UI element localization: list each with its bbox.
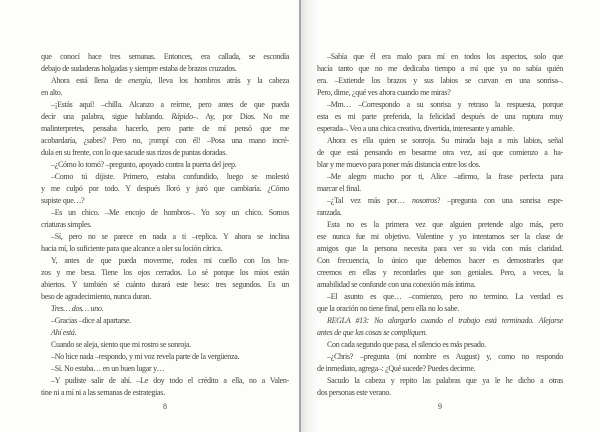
text-line: supiste que…? bbox=[41, 196, 85, 205]
text-line: que la oración no tiene final, pero ella no lo sabe. bbox=[317, 304, 460, 313]
italic-text: Rápido bbox=[171, 112, 193, 121]
italic-text: Tres… dos… uno. bbox=[51, 304, 104, 313]
text-line: –Gracias –dice al apartarse. bbox=[51, 316, 131, 325]
text-line: –Sabía que él era malo para mí en todos los aspectos, solo que bbox=[327, 52, 563, 61]
text-line: –El asunto es que… –comienzo, pero no termino. La verdad es bbox=[327, 292, 563, 301]
text-line: blar y me muevo para poner más distancia entre los dos. bbox=[317, 160, 481, 169]
text-line: ranzada. bbox=[317, 208, 342, 217]
text-line: amigos que la persona necesita para ver su vida con más claridad. bbox=[317, 244, 563, 253]
text-line: hacía tanto que no me dedicaba tiempo a mí que ya no sabía quién bbox=[317, 64, 563, 73]
italic-text: REGLA #13: No alargarlo cuando el trabajo está terminado. Alejarse bbox=[327, 316, 563, 325]
text-line: zos y me besa. Tiene los ojos cerrados. Lo sé porque los míos están bbox=[41, 268, 289, 277]
text-line: era. –Extiende los brazos y sus labios se curvan en una sonrisa–. bbox=[317, 76, 563, 85]
text-line bbox=[317, 315, 563, 327]
page-right-text-block bbox=[317, 51, 563, 399]
text-line: abiertos. Y también sé cuánto durará este beso: tres segundos. Es un bbox=[41, 280, 289, 289]
text-line: –Es un chico. –Me encojo de hombros–. Yo soy un chico. Somos bbox=[51, 208, 289, 217]
text-line: beso de agradecimiento, nunca duran. bbox=[41, 292, 152, 301]
text-line: esperada–. Veo a una chica creativa, divertida, interesante y amable. bbox=[317, 124, 515, 133]
italic-text: nosotros bbox=[411, 196, 437, 205]
text-line: Pero, dime, ¿qué ves ahora cuando me miras? bbox=[317, 88, 451, 97]
text-line: Ahora es ella quien se sonroja. Su mirada baja a mis labios, señal bbox=[327, 136, 563, 145]
text-line: amabilidad se confunde con una conexión más íntima. bbox=[317, 280, 476, 289]
spine-divider bbox=[299, 0, 301, 432]
text-line: tine ni a mí ni a las semanas de estrategias. bbox=[41, 388, 165, 397]
text-line: –Mm… –Correspondo a su sonrisa y retraso la respuesta, porque bbox=[327, 100, 563, 109]
page-right bbox=[300, 0, 600, 432]
text-line bbox=[317, 327, 563, 339]
italic-text: Ahí está. bbox=[51, 328, 77, 337]
text-line: de inmediato, agrega–: ¿Qué sucede? Puedes decirme. bbox=[317, 364, 476, 373]
text-line: –¿Tal vez más por… nosotros? –pregunta con una sonrisa espe- bbox=[327, 196, 563, 205]
page-number-right: 9 bbox=[438, 402, 442, 411]
italic-text: antes de que las cosas se compliquen. bbox=[317, 328, 427, 337]
text-line: marcar el final. bbox=[317, 184, 361, 193]
text-line: –Sí. No estaba… en un buen lugar y… bbox=[51, 364, 165, 373]
text-line: –Y pudiste salir de ahí. –Le doy todo el crédito a ella, no a Valen- bbox=[51, 376, 289, 385]
text-line: hacia mí, lo suficiente para que alcance a oler su loción cítrica. bbox=[41, 244, 223, 253]
text-line: dos personas este verano. bbox=[317, 388, 391, 397]
text-line: criaturas simples. bbox=[41, 220, 92, 229]
page-number-left: 8 bbox=[163, 402, 167, 411]
text-line: Con frecuencia, lo único que debemos hacer es demostrarles que bbox=[317, 256, 563, 265]
text-line: de que está pensando en besarme otra vez, así que comienzo a ha- bbox=[317, 148, 563, 157]
text-line: Esta no es la primera vez que alguien pretende algo más, pero bbox=[327, 220, 563, 229]
text-line: que conocí hace tres semanas. Entonces, era callada, se escondía bbox=[41, 52, 289, 61]
text-line: –¡Estás aquí! –chilla. Alcanzo a reírme, pero antes de que pueda bbox=[51, 100, 289, 109]
text-line: creemos en ellas y recordarles que son geniales. Pero, a veces, la bbox=[317, 268, 563, 277]
text-line: Con cada segundo que pasa, el silencio es más pesado. bbox=[327, 340, 486, 349]
text-line: –Sí, pero no se parece en nada a ti –replica. Y ahora se inclina bbox=[51, 232, 289, 241]
text-line: –¿Cómo lo tomó? –pregunto, apoyado contra la puerta del jeep. bbox=[51, 160, 237, 169]
text-line bbox=[41, 303, 289, 315]
text-line: ese nunca fue mi objetivo. Valentine y yo intentamos ser la clase de bbox=[317, 232, 563, 241]
text-line: –Como tú dijiste. Primero, estaba confundido, luego se molestó bbox=[51, 172, 289, 181]
italic-text: energía bbox=[128, 76, 151, 85]
text-line: Ahora está llena de energía, lleva los hombros atrás y la cabeza bbox=[51, 76, 289, 85]
page-left-text-block bbox=[41, 51, 289, 399]
text-line: y me culpó por todo. Y después lloró y juró que cambiaría. ¿Cómo bbox=[41, 184, 289, 193]
text-line: acobardaría, ¿sabes? Pero no, ¡rompí con él! –Posa una mano incré- bbox=[41, 136, 289, 145]
text-line: decir una palabra, sigue hablando. Rápido–. Ay, por Dios. No me bbox=[41, 112, 290, 121]
text-line: Y, antes de que pueda moverme, rodea mi cuello con los bra- bbox=[51, 256, 289, 265]
text-line: debajo de sudaderas holgadas y siempre estaba de brazos cruzados. bbox=[41, 64, 237, 73]
text-line: Sacudo la cabeza y repito las palabras que ya le he dicho a otras bbox=[327, 376, 563, 385]
text-line: dula en su frente, con lo que sacude sus rizos de puntas doradas. bbox=[41, 148, 227, 157]
text-line: –No hice nada –respondo, y mi voz revela parte de la vergüenza. bbox=[51, 352, 240, 361]
text-line: Cuando se aleja, siento que mi rostro se sonroja. bbox=[51, 340, 191, 349]
text-line: en alto. bbox=[41, 88, 63, 97]
text-line: –¿Chris? –pregunta (mi nombre es August) y, como no respondo bbox=[327, 352, 563, 361]
text-line: esta es mi parte preferida, la felicidad después de una ruptura muy bbox=[317, 112, 563, 121]
text-line: –Me alegro mucho por ti, Alice –afirmo, la frase perfecta para bbox=[327, 172, 563, 181]
text-line bbox=[41, 327, 289, 339]
text-line: malinterpretes, pensaba hacerlo, pero parte de mí pensó que me bbox=[41, 124, 289, 133]
